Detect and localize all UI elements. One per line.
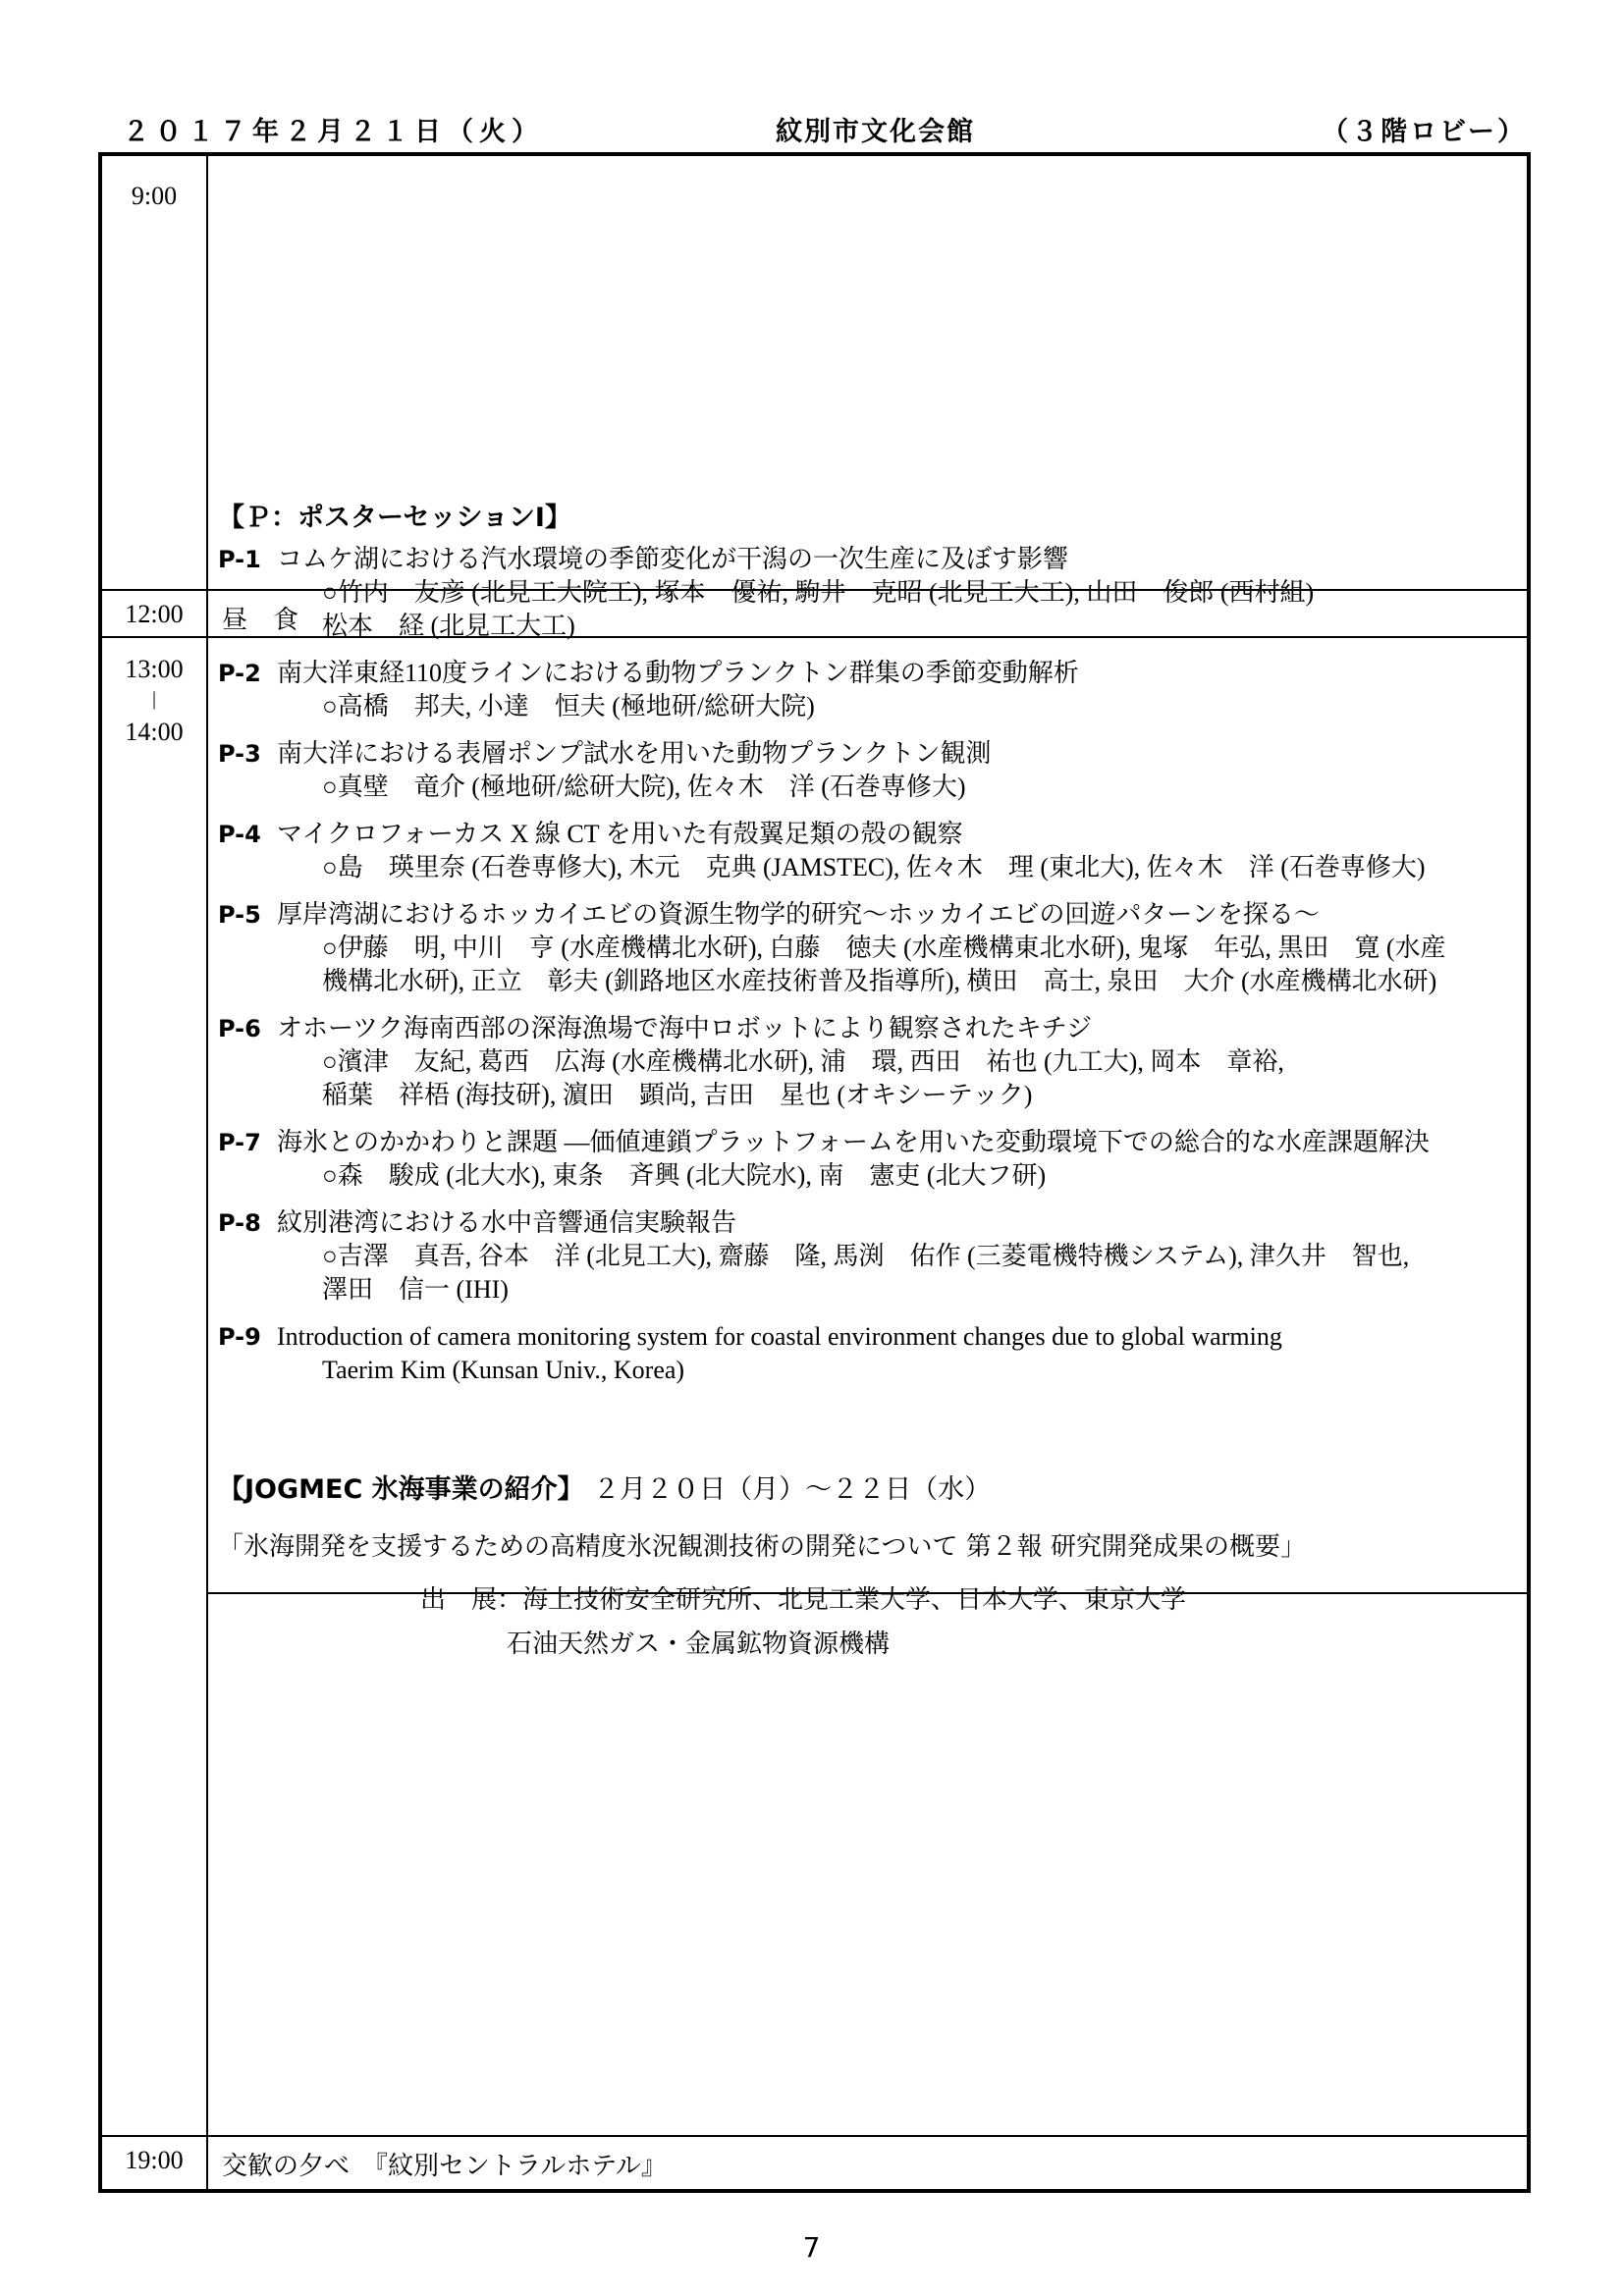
poster-id: P-4 (218, 821, 261, 848)
poster-title-line (218, 818, 1514, 851)
poster-id: P-8 (218, 1209, 261, 1237)
exhibitors-line1: 海上技術安全研究所、北見工業大学、日本大学、東京大学 (522, 1585, 1187, 1615)
poster-id: P-7 (218, 1129, 261, 1156)
time-column-divider (206, 156, 208, 2189)
poster-authors: ○森 駿成 (北大水), 東条 斉興 (北大院水), 南 憲吏 (北大フ研) (322, 1161, 1047, 1190)
poster-title-line (218, 543, 1514, 576)
exhibitors-line2: 石油天然ガス・金属鉱物資源機構 (507, 1629, 891, 1659)
poster-item (218, 657, 1514, 723)
poster-title: コムケ湖における汽水環境の季節変化が干潟の一次生産に及ぼす影響 (277, 545, 1069, 573)
header-date: ２０１７年２月２１日（火） (123, 117, 544, 147)
poster-id: P-2 (218, 660, 261, 687)
row-divider (102, 2135, 1527, 2137)
poster-authors: 澤田 信一 (IHI) (322, 1275, 509, 1304)
time-lunch: 12:00 (125, 600, 184, 628)
time-poster-dash: | (151, 688, 156, 710)
poster-item (218, 898, 1514, 998)
time-poster-start: 13:00 (125, 655, 184, 683)
poster-title: 海氷とのかかわりと課題 ―価値連鎖プラットフォームを用いた変動環境下での総合的な水産課題解決 (277, 1128, 1430, 1156)
time-morning: 9:00 (131, 182, 178, 210)
jogmec-heading (218, 1468, 991, 1506)
poster-authors: ○濱津 友紀, 葛西 広海 (水産機構北水研), 浦 環, 西田 祐也 (九工大), 岡本 章裕, (322, 1047, 1284, 1076)
poster-authors: ○高橋 邦夫, 小達 恒夫 (極地研/総研大院) (322, 692, 815, 721)
evening-label: 交歓の夕べ 『紋別セントラルホテル』 (222, 2152, 667, 2180)
poster-list (218, 543, 1514, 1401)
jogmec-title: 【JOGMEC 氷海事業の紹介】 (218, 1474, 584, 1505)
header-room: （３階ロビー） (1322, 117, 1527, 147)
poster-item (218, 1206, 1514, 1307)
jogmec-research-title: 「氷海開発を支援するための高精度氷況観測技術の開発について 第２報 研究開発成果の概要」 (218, 1532, 1307, 1562)
poster-authors: 松本 経 (北見工大工) (322, 612, 575, 640)
poster-authors: Taerim Kim (Kunsan Univ., Korea) (322, 1356, 685, 1384)
poster-authors: ○吉澤 真吾, 谷本 洋 (北見工大), 齋藤 隆, 馬渕 佑作 (三菱電機特機システム), 津久井 智也, (322, 1242, 1410, 1270)
poster-session-heading: 【Ｐ：ポスターセッションⅠ】 (218, 503, 571, 533)
poster-title-line (218, 737, 1514, 771)
poster-title: 南大洋における表層ポンプ試水を用いた動物プランクトン観測 (277, 739, 992, 768)
poster-title: 南大洋東経110度ラインにおける動物プランクトン群集の季節変動解析 (277, 659, 1079, 687)
poster-item (218, 543, 1514, 643)
poster-authors: 機構北水研), 正立 彰夫 (釧路地区水産技術普及指導所), 横田 高士, 泉田 大介 (水産機構北水研) (322, 967, 1437, 995)
poster-title-line (218, 657, 1514, 690)
jogmec-exhibitors (420, 1578, 1186, 1667)
time-evening: 19:00 (125, 2146, 184, 2174)
poster-title: 紋別港湾における水中音響通信実験報告 (277, 1208, 737, 1237)
page-number: 7 (802, 2231, 821, 2264)
poster-item (218, 737, 1514, 804)
poster-authors: ○島 瑛里奈 (石巻専修大), 木元 克典 (JAMSTEC), 佐々木 理 (東北大), 佐々木 洋 (石巻専修大) (322, 853, 1426, 881)
poster-title-line (218, 1206, 1514, 1240)
poster-title: オホーツク海南西部の深海漁場で海中ロボットにより観察されたキチジ (277, 1014, 1093, 1042)
poster-item (218, 1126, 1514, 1193)
poster-id: P-3 (218, 740, 261, 768)
page-header (98, 110, 1527, 149)
poster-id: P-9 (218, 1323, 261, 1351)
poster-item (218, 1012, 1514, 1112)
exhibit-label: 出 展： (420, 1585, 523, 1615)
poster-item (218, 1320, 1514, 1387)
time-poster-end: 14:00 (125, 718, 184, 746)
poster-title: 厚岸湾湖におけるホッカイエビの資源生物学的研究～ホッカイエビの回遊パターンを探る～ (277, 900, 1320, 929)
poster-authors: ○竹内 友彦 (北見工大院工), 塚本 優祐, 駒井 克昭 (北見工大工), 山田 俊郎 (西村組) (322, 578, 1315, 607)
poster-title-line (218, 1012, 1514, 1045)
poster-title: Introduction of camera monitoring system for coastal environment changes due to global warming (277, 1322, 1282, 1351)
jogmec-dates: ２月２０日（月）～２２日（水） (593, 1474, 992, 1505)
poster-authors: ○伊藤 明, 中川 亨 (水産機構北水研), 白藤 徳夫 (水産機構東北水研), 鬼塚 年弘, 黒田 寛 (水産 (322, 934, 1446, 962)
poster-id: P-6 (218, 1015, 261, 1042)
lunch-label: 昼 食 (222, 606, 299, 634)
header-venue: 紋別市文化会館 (776, 117, 975, 147)
poster-id: P-5 (218, 901, 261, 929)
poster-id: P-1 (218, 546, 261, 573)
poster-title-line (218, 1126, 1514, 1159)
poster-authors: ○真壁 竜介 (極地研/総研大院), 佐々木 洋 (石巻専修大) (322, 773, 966, 801)
poster-authors: 稲葉 祥梧 (海技研), 濵田 顕尚, 吉田 星也 (オキシーテック) (322, 1081, 1033, 1109)
poster-title-line (218, 898, 1514, 932)
poster-item (218, 818, 1514, 884)
poster-title-line (218, 1320, 1514, 1354)
poster-title: マイクロフォーカス X 線 CT を用いた有殻翼足類の殻の観察 (277, 820, 963, 848)
